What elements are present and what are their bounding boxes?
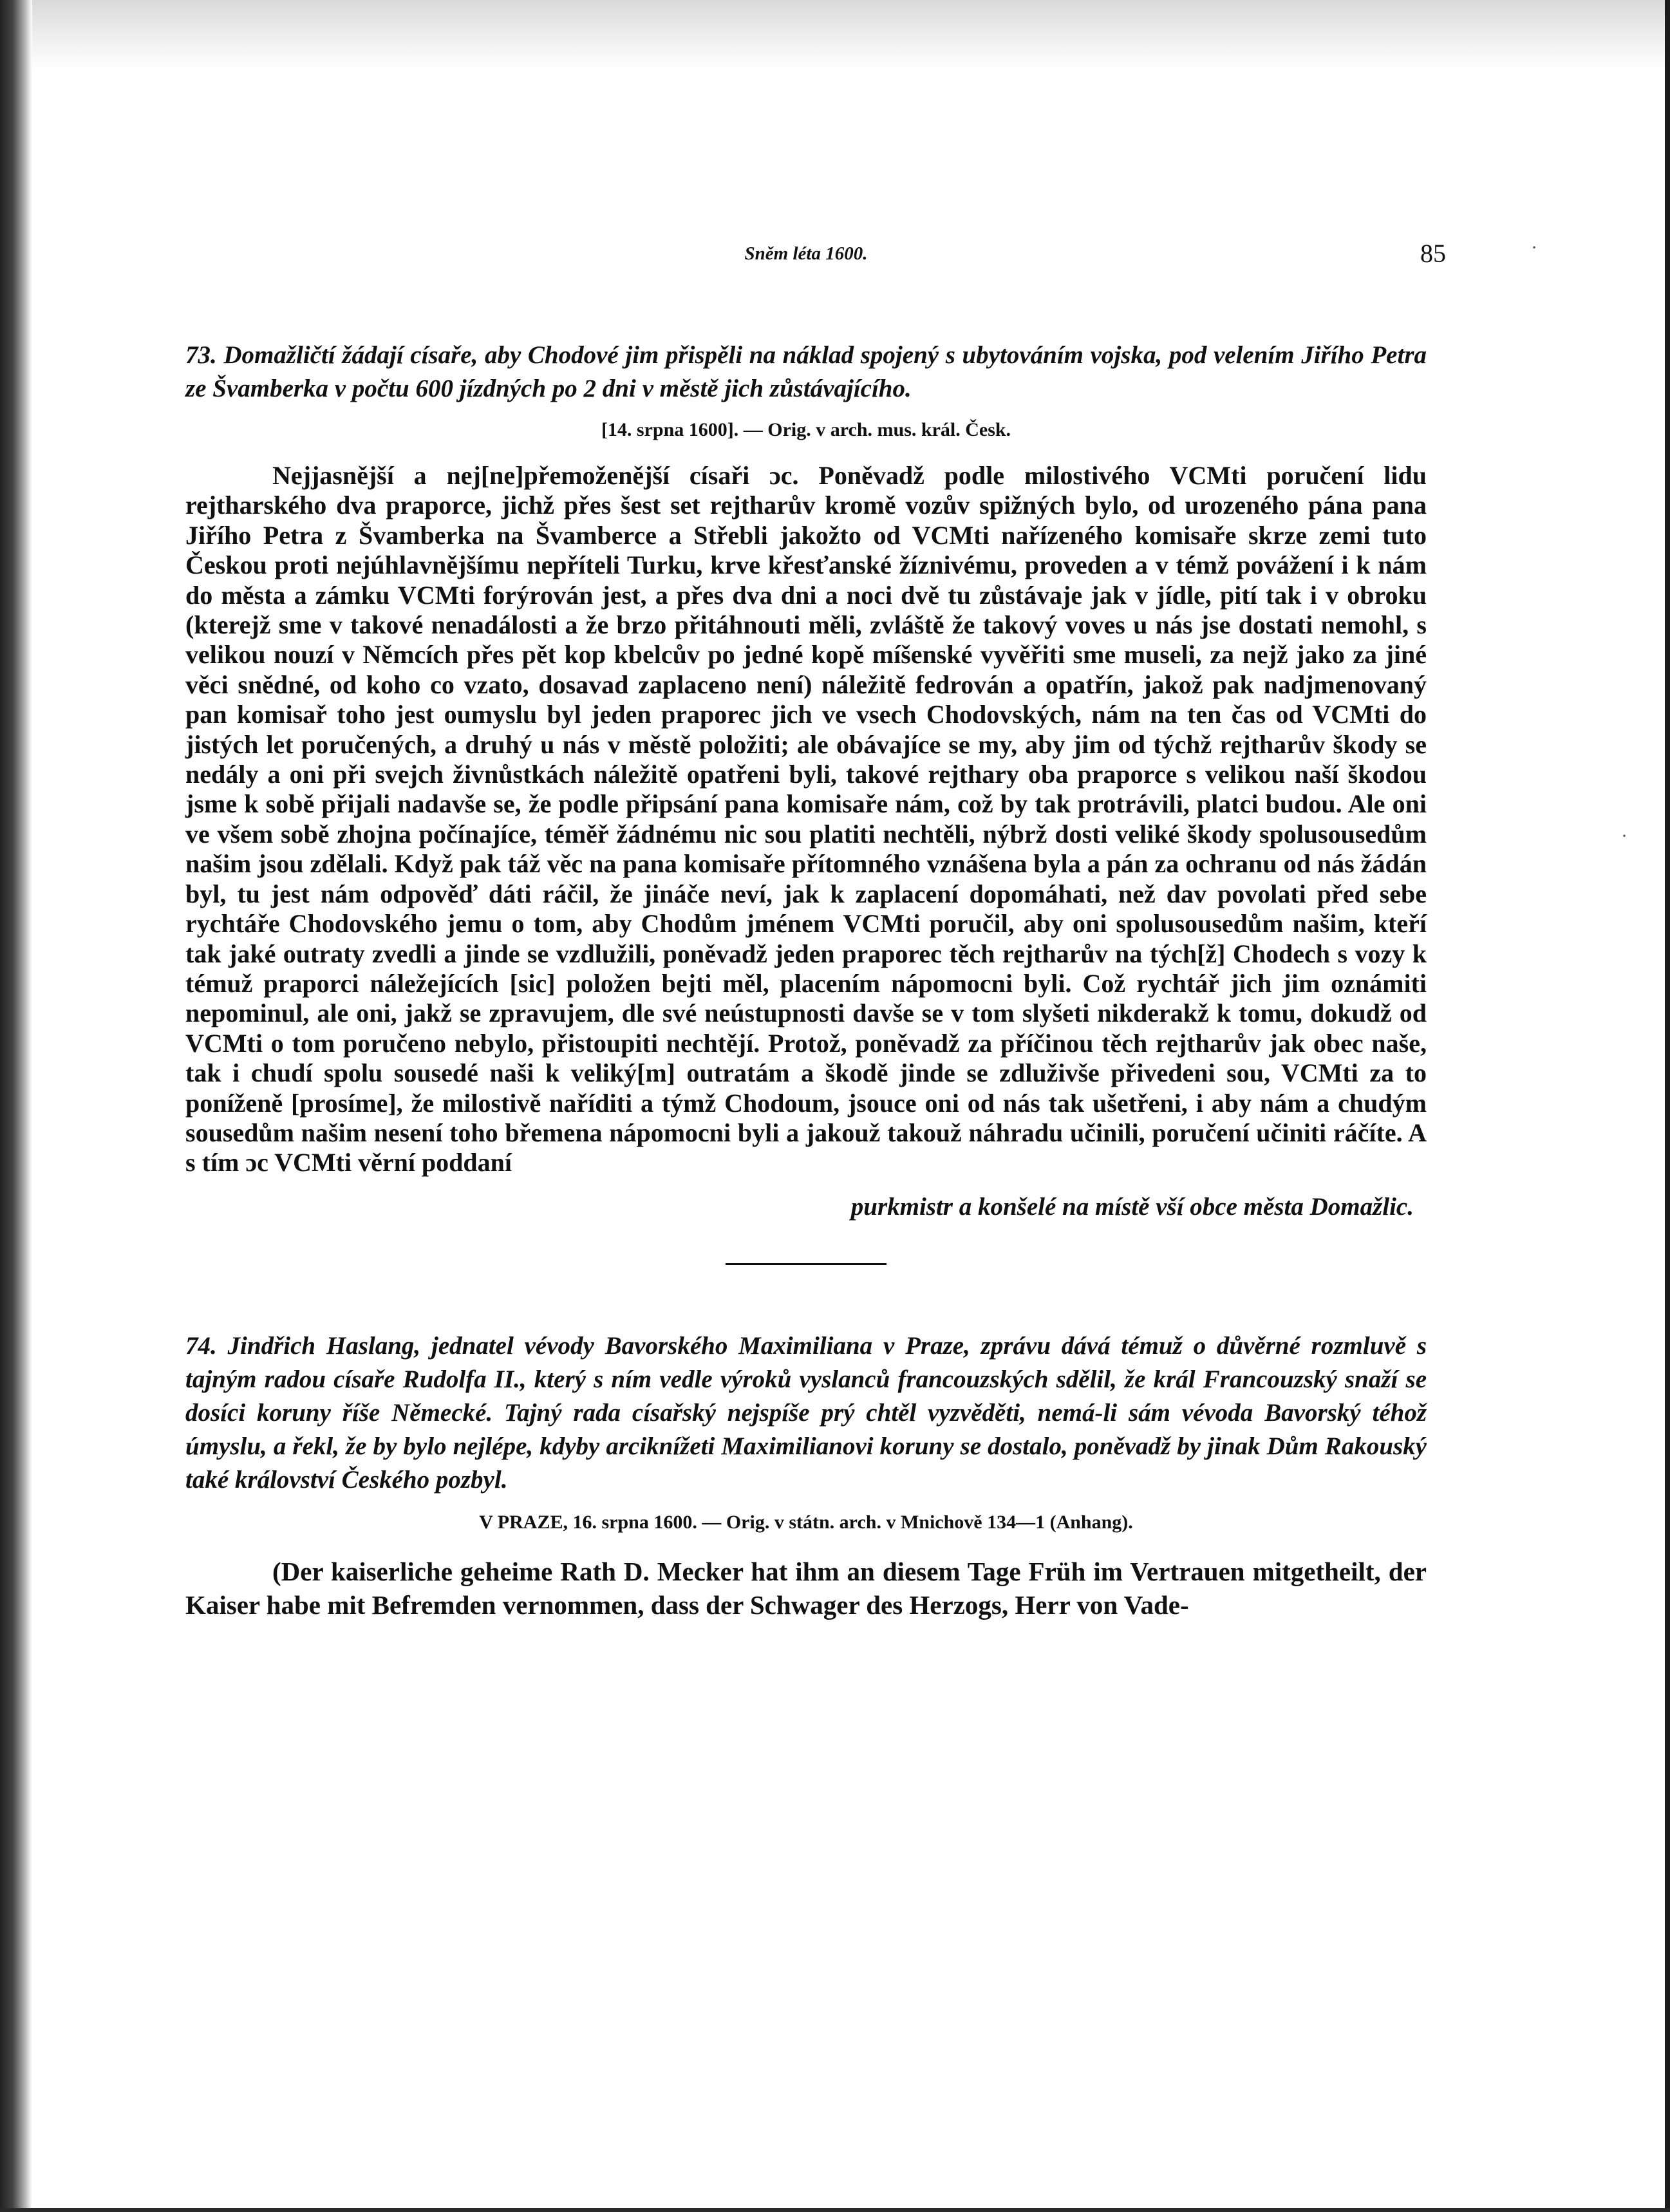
entry-74-body: (Der kaiserliche geheime Rath D. Mecker hat ihm an diesem Tage Früh im Vertrauen mitgetheilt, der Kaiser habe mit Befremden vernommen, dass der Schwager des Herzogs, Herr von Vade- — [185, 1556, 1427, 1620]
scan-edge-bottom — [0, 2208, 1670, 2212]
entry-73-signature: purkmistr a konšelé na místě vší obce města Domažlic. — [850, 1192, 1414, 1221]
stray-dot: · — [1621, 825, 1628, 847]
entry-73-source: [14. srpna 1600]. — Orig. v arch. mus. král. Česk. — [601, 419, 1011, 440]
page-number: 85 — [1420, 239, 1446, 268]
entry-74-heading: 74. Jindřich Haslang, jednatel vévody Bavorského Maximiliana v Praze, zprávu dává témuž o důvěrné rozmluvě s tajným radou císaře Rudolfa II., který s ním vedle výroků vyslanců francouzských sdělil, že král Francouzský snaží se dosíci koruny říše Německé. Tajný rada císařský nejspíše prý chtěl vyzvěděti, nemá-li sám vévoda Bavorský téhož úmyslu, a řekl, že by bylo nejlépe, kdyby arciknížeti Maximilianovi koruny se dostalo, poněvadž by jinak Dům Rakouský také království Českého pozbyl. — [185, 1331, 1427, 1494]
section-divider — [726, 1263, 887, 1265]
entry-73-body: Nejjasnější a nej[ne]přemoženější císaři ɔc. Poněvadž podle milostivého VCMti poručení lidu rejtharského dva praporce, jichž přes šest set rejtharův kromě vozův spižných bylo, od urozeného pána pana Jiřího Petra z Švamberka na Švamberce a Střebli jakožto od VCMti nařízeného komisaře skrze zemi tuto Českou proti nejúhlavnějšímu nepříteli Turku, krve křesťanské žíznivému, proveden a v témž povážení i k nám do města a zámku VCMti forýrován jest, a přes dva dni a noci dvě tu zůstávaje jak v jídle, pití tak i v obroku (kterejž sme v takové nenadálosti a že brzo přitáhnouti měli, zvláště že takový voves u nás jse dostati nemohl, s velikou nouzí v Němcích přes pět kop kbelcův po jedné kopě míšenské vyvěřiti sme museli, za nejž jako za jiné věci snědné, od koho co vzato, dosavad zaplaceno není) náležitě fedrován a opatřín, jakož pak nadjmenovaný pan komisař toho jest oumyslu byl jeden praporec jich ve vsech Chodovských, nám na ten čas od VCMti do jistých let poručených, a druhý u nás v městě položiti; ale obávajíce se my, aby jim od týchž rejtharův škody se nedály a oni při svejch živnůstkách náležitě opatřeni byli, takové rejthary oba praporce s velikou naší škodou jsme k sobě přijali nadavše se, že podle připsání pana komisaře nám, což by tak protrávili, platci budou. Ale oni ve všem sobě zhojna počínajíce, téměř žádnému nic sou platiti nechtěli, nýbrž dosti veliké škody spolusousedům našim jsou zdělali. Když pak táž věc na pana komisaře přítomného vznášena byla a pán za ochranu od nás žádán byl, tu jest nám odpověď dáti ráčil, že jináče neví, jak k zaplacení dopomáhati, než dav povolati před sebe rychtáře Chodovského jemu o tom, aby Chodům jménem VCMti poručil, aby oni spolusousedům našim, kteří tak jaké outraty zvedli a jinde se vzdlužili, poněvadž jeden praporec těch rejtharův na tých[ž] Chodech s vozy k témuž praporci náležejících [sic] položen bejti měl, placením nápomocni byli. Což rychtář jich jim oznámiti nepominul, ale oni, jakž se zpravujem, dle své neústupnosti davše se v tom slyšeti nikderakž k tomu, dokudž od VCMti o tom poručeno nebylo, přistoupiti nechtějí. Protož, poněvadž za příčinou těch rejtharův jak obec naše, tak i chudí spolu sousedé naši k veliký[m] outratám a škodě jinde se zdluživše přivedeni sou, VCMti za to poníženě [prosíme], že milostivě naříditi a týmž Chodoum, jsouce oni od nás tak ušetřeni, i aby nám a chudým sousedům našim nesení toho břemena nápomocni byli a jakouž takouž náhradu učinili, poručení učiniti ráčíte. A s tím ɔc VCMti věrní poddaní — [185, 461, 1427, 1177]
entry-73-heading: 73. Domažličtí žádají císaře, aby Chodové jim přispěli na náklad spojený s ubytováním vojska, pod velením Jiřího Petra ze Švamberka v počtu 600 jízdných po 2 dni v městě jich zůstávajícího. — [185, 341, 1427, 402]
scan-shadow-left — [0, 0, 32, 2212]
scan-shadow-top — [0, 0, 1670, 71]
entry-74-source: V PRAZE, 16. srpna 1600. — Orig. v státn. arch. v Mnichově 134—1 (Anhang). — [479, 1511, 1133, 1533]
running-title: Sněm léta 1600. — [744, 243, 868, 264]
running-head — [185, 238, 1446, 283]
page-content — [185, 238, 1446, 1622]
stray-dot: · — [1531, 237, 1537, 258]
scan-edge-right — [1665, 0, 1670, 2212]
